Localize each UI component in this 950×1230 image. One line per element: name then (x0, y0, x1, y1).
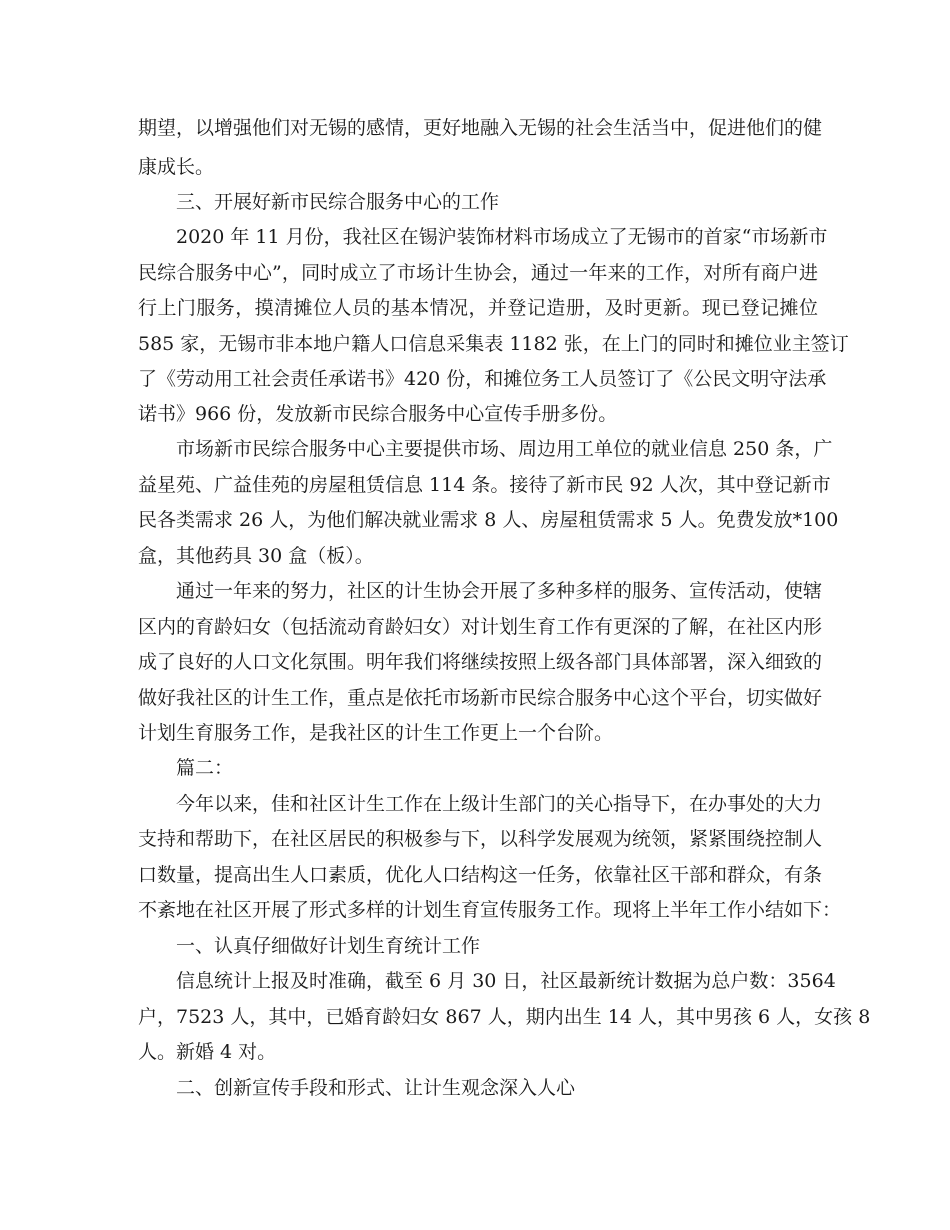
paragraph-line: 行上门服务，摸清摊位人员的基本情况，并登记造册，及时更新。现已登记摊位 (138, 297, 818, 319)
paragraph-line: 人。新婚 4 对。 (138, 1041, 277, 1063)
paragraph-line: 民各类需求 26 人，为他们解决就业需求 8 人、房屋租赁需求 5 人。免费发放*100 (138, 509, 839, 531)
paragraph-line: 计划生育服务工作，是我社区的计生工作更上一个台阶。 (138, 722, 614, 744)
paragraph-line: 市场新市民综合服务中心主要提供市场、周边用工单位的就业信息 250 条，广 (176, 438, 833, 460)
paragraph-line: 口数量，提高出生人口素质，优化人口结构这一任务，依靠社区干部和群众，有条 (138, 864, 823, 886)
paragraph-line: 成了良好的人口文化氛围。明年我们将继续按照上级各部门具体部署，深入细致的 (138, 651, 823, 673)
paragraph-line: 区内的育龄妇女（包括流动育龄妇女）对计划生育工作有更深的了解，在社区内形 (138, 616, 823, 638)
paragraph-line: 支持和帮助下，在社区居民的积极参与下，以科学发展观为统领，紧紧围绕控制人 (138, 828, 823, 850)
paragraph-line: 2020 年 11 月份，我社区在锡沪装饰材料市场成立了无锡市的首家“市场新市 (176, 226, 828, 248)
paragraph-line: 康成长。 (138, 156, 215, 178)
paragraph-line: 诺书》966 份，发放新市民综合服务中心宣传手册多份。 (138, 403, 618, 425)
paragraph-line: 585 家，无锡市非本地户籍人口信息采集表 1182 张，在上门的同时和摊位业主签订 (138, 333, 849, 355)
paragraph-line: 不紊地在社区开展了形式多样的计划生育宣传服务工作。现将上半年工作小结如下： (138, 899, 842, 921)
section-heading: 三、开展好新市民综合服务中心的工作 (176, 191, 500, 213)
paragraph-line: 益星苑、广益佳苑的房屋租赁信息 114 条。接待了新市民 92 人次，其中登记新市 (138, 474, 831, 496)
paragraph-line: 做好我社区的计生工作，重点是依托市场新市民综合服务中心这个平台，切实做好 (138, 687, 823, 709)
section-heading: 二、创新宣传手段和形式、让计生观念深入人心 (176, 1077, 576, 1099)
paragraph-line: 盒，其他药具 30 盒（板）。 (138, 545, 374, 567)
paragraph-line: 通过一年来的努力，社区的计生协会开展了多种多样的服务、宣传活动，使辖 (176, 580, 823, 602)
section-heading: 一、认真仔细做好计划生育统计工作 (176, 935, 481, 957)
paragraph-line: 户，7523 人，其中，已婚育龄妇女 867 人，期内出生 14 人，其中男孩 6 人，女孩 8 (138, 1006, 871, 1028)
paragraph-line: 民综合服务中心”，同时成立了市场计生协会，通过一年来的工作，对所有商户进 (138, 262, 818, 284)
paragraph-line: 今年以来，佳和社区计生工作在上级计生部门的关心指导下，在办事处的大力 (176, 793, 823, 815)
paragraph-line: 信息统计上报及时准确，截至 6 月 30 日，社区最新统计数据为总户数：3564 (176, 970, 836, 992)
paragraph-line: 了《劳动用工社会责任承诺书》420 份，和摊位务工人员签订了《公民文明守法承 (138, 368, 827, 390)
paragraph-line: 期望，以增强他们对无锡的感情，更好地融入无锡的社会生活当中，促进他们的健 (138, 117, 823, 139)
section-heading: 篇二： (176, 757, 234, 779)
